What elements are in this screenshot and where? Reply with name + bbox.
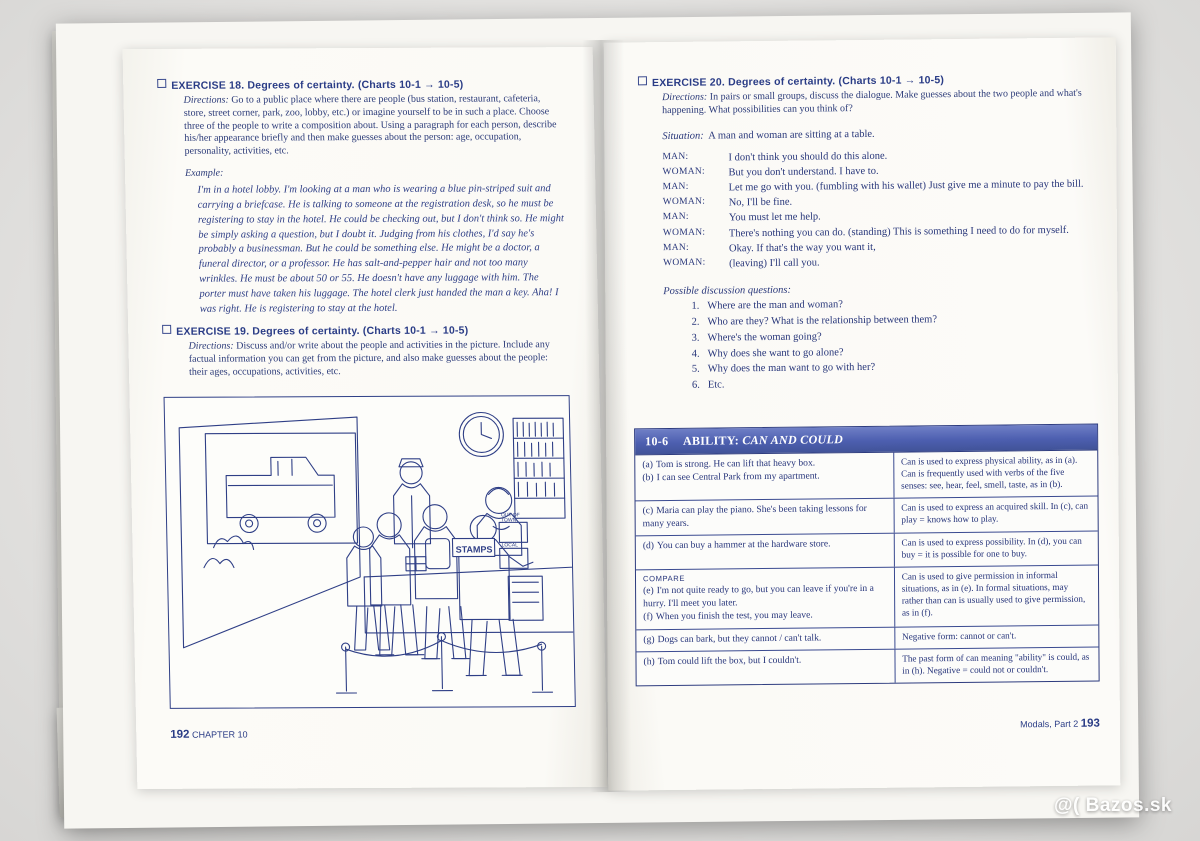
- example-label: (a): [642, 459, 653, 471]
- chart-number: 10-6: [645, 434, 669, 449]
- watermark: @( Bazos.sk: [1053, 795, 1172, 816]
- directions-label: Directions:: [183, 94, 229, 106]
- exercise-20-charts: (Charts 10-1 → 10-5): [838, 74, 945, 88]
- chart-examples: [636, 627, 895, 651]
- example-label: (c): [642, 505, 654, 517]
- question-text: Where are the man and woman?: [707, 299, 843, 312]
- example-label: (e): [643, 585, 654, 597]
- line-text: Let me go with you. (fumbling with his wallet) Just give me a minute to pay the bill.: [728, 178, 1084, 194]
- right-running-head: Modals, Part 2: [1020, 718, 1079, 730]
- questions-list: [679, 295, 1092, 394]
- example-line: [643, 583, 887, 611]
- exercise-20-title: EXERCISE 20. Degrees of certainty.: [651, 75, 836, 90]
- example-text: I'm in a hotel lobby. I'm looking at a man who is wearing a blue pin-striped suit and carrying a briefcase. He is talking to someone at the registration desk, so he must be registering to stay in the hotel. He could be checking out, but I don't think so. He might be simply asking a question, but I doubt it. Judging from his clothes, I'd say he's probably a businessman. But he could be something else. He might be a doctor, a funeral director, or a professor. He has salt-and-pepper hair and not too many wrinkles. He must be about 50 or 55. He doesn't have any luggage with him. The porter must have taken his luggage. The hotel clerk just handed the man a key. Aha! I was right. He is registering to stay at the hotel.: [197, 182, 564, 315]
- list-item: 4. Why does she want to go alone?: [680, 342, 1092, 362]
- line-text: No, I'll be fine.: [728, 196, 793, 209]
- example-line: [643, 609, 887, 624]
- chart-note: Can is used to express possibility. In (d), you can buy = it is possible for one to buy.: [901, 536, 1082, 560]
- speaker: WOMAN:: [663, 257, 706, 269]
- chart-row: [635, 451, 1097, 502]
- list-item: 5. Why does the man want to go with her?: [680, 358, 1092, 378]
- left-folio: [170, 728, 247, 740]
- exercise-20: [638, 72, 1092, 395]
- example-line: [643, 631, 887, 646]
- question-text: Who are they? What is the relationship between them?: [707, 314, 938, 328]
- question-text: Why does she want to go alone?: [707, 346, 844, 360]
- list-item: 1. Where are the man and woman?: [679, 295, 1091, 315]
- chart-note: Can is used to express an acquired skill. In (c), can play = knows how to play.: [901, 500, 1089, 525]
- post-office-illustration: [164, 395, 576, 709]
- svg-text:TOWN: TOWN: [501, 517, 517, 524]
- line-text: (leaving) I'll call you.: [729, 257, 820, 270]
- left-page-number: 192: [170, 728, 190, 741]
- speaker: MAN:: [662, 151, 689, 162]
- example-label: (f): [643, 610, 653, 623]
- list-item: 6. Etc.: [680, 374, 1092, 394]
- chart-note: Can is used to express physical ability, as in (a). Can is frequently used with verbs of the five senses: see, hear, feel, smell, taste, as in (b).: [900, 454, 1078, 491]
- speaker: MAN:: [662, 242, 690, 253]
- questions-label: Possible discussion questions:: [663, 285, 792, 298]
- checkbox-icon[interactable]: [638, 76, 647, 85]
- speaker: MAN:: [662, 181, 689, 193]
- checkbox-icon[interactable]: [157, 79, 166, 88]
- example-label: (h): [643, 656, 655, 668]
- directions-label: Directions:: [188, 340, 234, 352]
- chart-row: [636, 648, 1098, 686]
- compare-label: COMPARE: [642, 574, 686, 584]
- chart-title-italic: CAN AND COULD: [742, 432, 844, 448]
- example-text: Maria can play the piano. She's been taking lessons for many years.: [642, 502, 867, 529]
- question-text: Where's the woman going?: [707, 331, 822, 344]
- svg-text:OUT OF: OUT OF: [500, 512, 520, 519]
- chart-examples: [636, 534, 895, 570]
- chart-row: [636, 566, 1098, 630]
- example-label: (g): [643, 633, 655, 645]
- chart-note: Negative form: cannot or can't.: [902, 629, 1017, 642]
- left-page: [123, 47, 608, 789]
- list-item: 3. Where's the woman going?: [679, 326, 1091, 346]
- right-page: [604, 37, 1121, 790]
- directions-text: Go to a public place where there are people (bus station, restaurant, cafeteria, store, street corner, park, zoo, lobby, etc.) or imagine yourself to be in such a place. Choose three of the people to write a composition about. Using a paragraph for each person, describe his/her appearance briefly and then make guesses about the person: age, occupation, personality, activities, etc.: [183, 93, 557, 158]
- exercise-18: [157, 77, 566, 318]
- checkbox-icon[interactable]: [162, 325, 171, 334]
- line-text: You must let me help.: [728, 211, 821, 224]
- chart-examples: [635, 453, 894, 501]
- situation-line: [662, 121, 1090, 143]
- example-label: (d): [642, 540, 655, 552]
- example-line: [643, 538, 887, 553]
- example-text: I can see Central Park from my apartment.: [656, 470, 820, 483]
- line-text: I don't think you should do this alone.: [728, 150, 888, 163]
- right-page-number: 193: [1080, 717, 1100, 730]
- question-text: Why does the man want to go with her?: [707, 362, 876, 375]
- example-line: [643, 503, 887, 531]
- exercise-19-directions: [188, 339, 567, 379]
- speaker: WOMAN:: [662, 227, 706, 238]
- right-folio: [1020, 718, 1100, 731]
- chart-note: The past form of can meaning "ability" is could, as in (h). Negative = could not or couldn't.: [902, 651, 1090, 676]
- exercise-19-charts: (Charts 10-1 → 10-5): [362, 324, 469, 338]
- exercise-18-example: [185, 166, 566, 318]
- exercise-18-title: EXERCISE 18. Degrees of certainty.: [171, 79, 355, 92]
- chart-row: [636, 496, 1098, 536]
- example-line: [642, 470, 886, 485]
- directions-text: In pairs or small groups, discuss the dialogue. Make guesses about the two people and what's happening. What possibilities can you think of?: [662, 87, 1082, 116]
- speaker: MAN:: [662, 212, 689, 223]
- exercise-20-heading: [638, 72, 1090, 90]
- exercise-19-title: EXERCISE 19. Degrees of certainty.: [176, 325, 360, 338]
- example-label: Example:: [184, 167, 224, 179]
- chart-row: [636, 532, 1098, 571]
- directions-text: Discuss and/or write about the people and activities in the picture. Include any factual information you can get from the picture, and also make guesses about the people: their ages, occupations, activities, etc.: [188, 339, 550, 378]
- dialogue-line: [663, 253, 1091, 273]
- chart-examples: [636, 568, 895, 629]
- example-text: I'm not quite ready to go, but you can leave if you're in a hurry. I'll meet you later.: [643, 583, 874, 610]
- line-text: But you don't understand. I have to.: [728, 165, 879, 179]
- directions-label: Directions:: [662, 91, 708, 104]
- exercise-20-directions: [662, 88, 1090, 118]
- chart-examples: [636, 650, 895, 686]
- exercise-18-heading: [157, 77, 561, 92]
- example-line: [643, 654, 887, 669]
- example-text: Tom is strong. He can lift that heavy box.: [655, 457, 816, 471]
- example-text: When you finish the test, you may leave.: [655, 609, 813, 622]
- exercise-18-charts: (Charts 10-1 → 10-5): [357, 78, 464, 92]
- illustration-svg: [165, 396, 575, 708]
- list-item: 2. Who are they? What is the relationship between them?: [679, 311, 1091, 331]
- stamps-label: STAMPS: [455, 544, 493, 555]
- example-text: Tom could lift the box, but I couldn't.: [657, 654, 802, 668]
- exercise-19-heading: [162, 323, 566, 338]
- chart-examples: [636, 499, 895, 536]
- line-text: Okay. If that's the way you want it,: [728, 241, 876, 255]
- dialogue-list: [662, 146, 1091, 272]
- left-running-head: CHAPTER 10: [191, 729, 248, 740]
- chart-note: Can is used to give permission in informal situations, as in (e). In formal situations, may rather than can is usually used to give permission, as in (f).: [901, 570, 1086, 618]
- example-text: Dogs can bark, but they cannot / can't talk.: [657, 631, 822, 645]
- exercise-19: [162, 323, 567, 379]
- example-text: You can buy a hammer at the hardware store.: [656, 538, 831, 552]
- example-label: (b): [642, 471, 654, 484]
- speaker: WOMAN:: [662, 196, 706, 208]
- question-text: Etc.: [707, 379, 725, 391]
- situation-text: A man and woman are sitting at a table.: [708, 128, 875, 142]
- chart-title-plain: ABILITY:: [682, 433, 740, 448]
- grammar-chart-10-6: [634, 424, 1100, 687]
- situation-label: Situation:: [662, 130, 704, 142]
- line-text: There's nothing you can do. (standing) This is something I need to do for myself.: [728, 224, 1069, 240]
- svg-text:LOCAL: LOCAL: [501, 542, 519, 549]
- exercise-18-directions: [183, 93, 562, 159]
- speaker: WOMAN:: [662, 166, 705, 177]
